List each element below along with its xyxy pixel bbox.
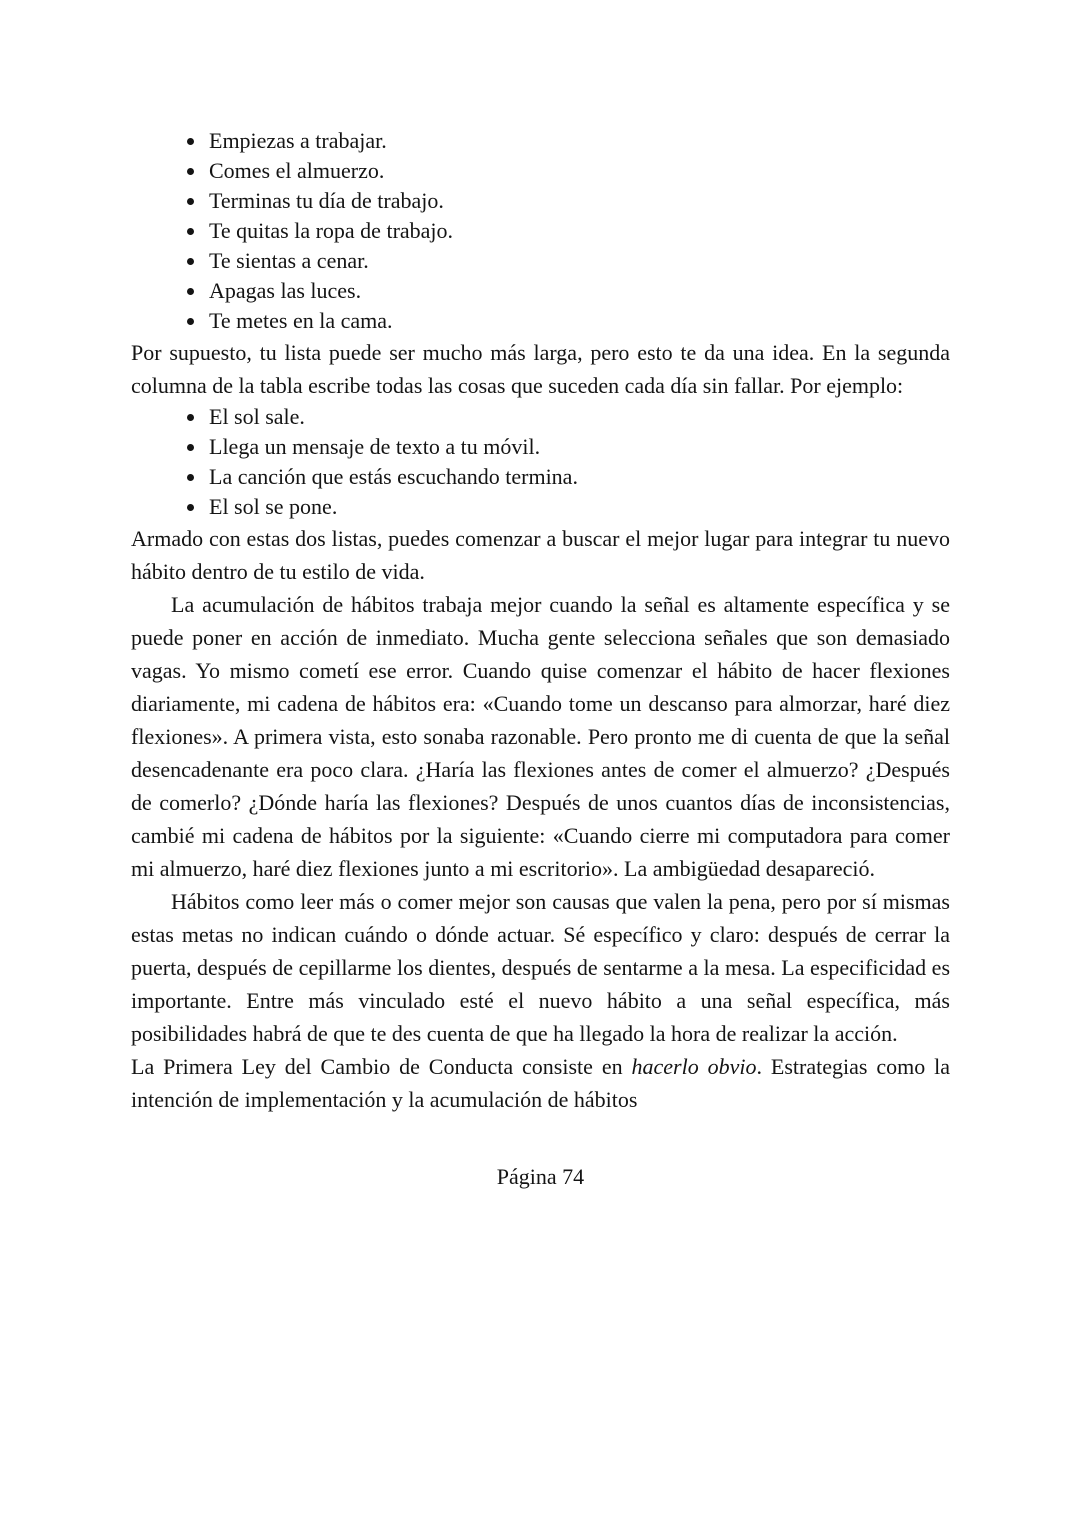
paragraph-primera-ley	[131, 1050, 950, 1116]
daily-habits-list	[131, 126, 950, 336]
primera-ley-prefix: La Primera Ley del Cambio de Conducta consiste en	[131, 1054, 632, 1079]
list-item: • Terminas tu día de trabajo.	[207, 186, 950, 216]
italic-hacerlo-obvio: hacerlo obvio	[631, 1054, 757, 1079]
list-item: • Comes el almuerzo.	[207, 156, 950, 186]
primera-ley-suffix: . Estrategias como la intención de implementación y la acumulación de hábitos	[131, 1054, 950, 1112]
list-item: • Te quitas la ropa de trabajo.	[207, 216, 950, 246]
paragraph-armado: Armado con estas dos listas, puedes comenzar a buscar el mejor lugar para integrar tu nuevo hábito dentro de tu estilo de vida.	[131, 526, 950, 584]
list-item: • Empiezas a trabajar.	[207, 126, 950, 156]
daily-events-list	[131, 402, 950, 522]
list-item: • Llega un mensaje de texto a tu móvil.	[207, 432, 950, 462]
list-item: • El sol se pone.	[207, 492, 950, 522]
paragraph-acumulacion: La acumulación de hábitos trabaja mejor cuando la señal es altamente específica y se puede poner en acción de inmediato. Mucha gente selecciona señales que son demasiado vagas. Yo mismo cometí ese error. Cuando quise comenzar el hábito de hacer flexiones diariamente, mi cadena de hábitos era: «Cuando tome un descanso para almorzar, haré diez flexiones». A primera vista, esto sonaba razonable. Pero pronto me di cuenta de que la señal desencadenante era poco clara. ¿Haría las flexiones antes de comer el almuerzo? ¿Después de comerlo? ¿Dónde haría las flexiones? Después de unos cuantos días de inconsistencias, cambié mi cadena de hábitos por la siguiente: «Cuando cierre mi computadora para comer mi almuerzo, haré diez flexiones junto a mi escritorio». La ambigüedad desapareció.	[131, 592, 950, 881]
list-item: • Te sientas a cenar.	[207, 246, 950, 276]
page-number: Página 74	[496, 1164, 585, 1189]
list-item: • La canción que estás escuchando termina.	[207, 462, 950, 492]
paragraph-habitos-especificos: Hábitos como leer más o comer mejor son causas que valen la pena, pero por sí mismas estas metas no indican cuándo o dónde actuar. Sé específico y claro: después de cerrar la puerta, después de cepillarme los dientes, después de sentarme a la mesa. La especificidad es importante. Entre más vinculado esté el nuevo hábito a una señal específica, más posibilidades habrá de que te des cuenta de que ha llegado la hora de realizar la acción.	[131, 889, 950, 1046]
list-item: • El sol sale.	[207, 402, 950, 432]
list-item: • Apagas las luces.	[207, 276, 950, 306]
list-item: • Te metes en la cama.	[207, 306, 950, 336]
paragraph-intro-second-column: Por supuesto, tu lista puede ser mucho más larga, pero esto te da una idea. En la segunda columna de la tabla escribe todas las cosas que suceden cada día sin fallar. Por ejemplo:	[131, 340, 950, 398]
